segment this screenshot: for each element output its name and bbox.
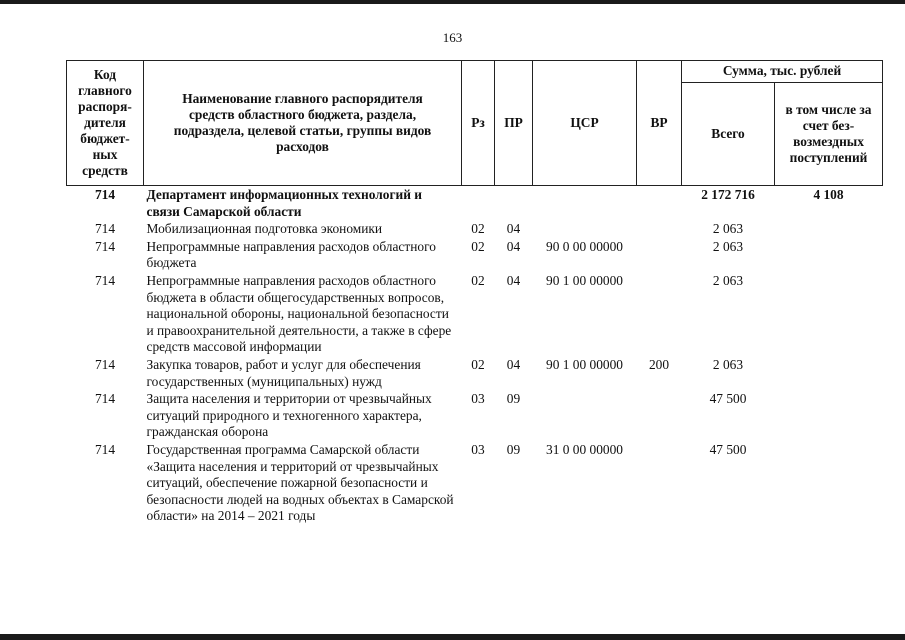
cell-pr: 04 [506, 221, 521, 237]
cell-code: 714 [94, 187, 116, 202]
header-name: Наименование главного распорядителя средств областного бюджета, раздела, подраздела, целевой статьи, группы видов расходов [144, 61, 462, 186]
table-row [67, 186, 883, 221]
cell-name: Государственная программа Самарской области «Защита населения и территорий от чрезвычайных ситуаций, обеспечение пожарной безопасности и безопасности людей на водных объектах в Самарской области» на 2014 – 2021 годы [146, 441, 454, 524]
cell-code: 714 [94, 441, 116, 457]
cell-rz: 03 [471, 441, 485, 457]
cell-pr: 09 [506, 391, 521, 407]
table-row [67, 390, 883, 441]
cell-vr [637, 186, 682, 221]
cell-pr: 04 [506, 238, 521, 254]
cell-pr: 09 [506, 441, 521, 457]
table-row [67, 441, 883, 525]
cell-incl: 4 108 [813, 187, 844, 202]
cell-csr [533, 220, 637, 238]
table-header [67, 61, 883, 186]
header-code: Код главного распоря-дителя бюджет-ных средств [67, 61, 144, 186]
cell-name: Защита населения и территории от чрезвычайных ситуаций природного и техногенного характера, гражданская оборона [146, 391, 432, 440]
cell-csr: 31 0 00 00000 [546, 441, 623, 457]
cell-incl [775, 356, 883, 390]
cell-rz: 02 [471, 221, 485, 237]
header-csr: ЦСР [533, 61, 637, 186]
cell-csr: 90 1 00 00000 [546, 272, 623, 288]
cell-vr [637, 238, 682, 272]
cell-incl [775, 238, 883, 272]
cell-csr: 90 1 00 00000 [546, 356, 623, 372]
cell-name: Непрограммные направления расходов областного бюджета в области общегосударственных вопросов, национальной обороны, национальной безопасности и правоохранительной деятельности, а также в сфере средств массовой информации [146, 272, 452, 355]
cell-vr: 200 [648, 356, 670, 372]
header-incl: в том числе за счет без-возмездных поступлений [775, 83, 883, 186]
cell-total: 2 063 [712, 221, 744, 237]
cell-code: 714 [94, 356, 116, 372]
cell-rz: 03 [471, 391, 485, 407]
budget-table [66, 60, 883, 525]
cell-total: 47 500 [709, 441, 747, 457]
cell-code: 714 [94, 272, 116, 288]
table-row [67, 272, 883, 356]
cell-name: Департамент информационных технологий и связи Самарской области [146, 187, 423, 219]
header-sum: Сумма, тыс. рублей [682, 61, 883, 83]
cell-rz: 02 [471, 272, 485, 288]
cell-code: 714 [94, 391, 116, 407]
cell-incl [775, 441, 883, 525]
cell-total: 2 172 716 [701, 187, 755, 202]
cell-name: Непрограммные направления расходов областного бюджета [146, 238, 436, 271]
table-row [67, 356, 883, 390]
header-total: Всего [682, 83, 775, 186]
cell-pr: 04 [506, 272, 521, 288]
cell-csr [533, 186, 637, 221]
cell-name: Закупка товаров, работ и услуг для обеспечения государственных (муниципальных) нужд [146, 356, 421, 389]
cell-csr: 90 0 00 00000 [546, 238, 623, 254]
cell-total: 2 063 [712, 272, 744, 288]
cell-incl [775, 272, 883, 356]
table-body [67, 186, 883, 525]
cell-vr [637, 390, 682, 441]
cell-vr [637, 272, 682, 356]
cell-incl [775, 390, 883, 441]
cell-vr [637, 441, 682, 525]
cell-total: 47 500 [709, 391, 747, 407]
cell-pr [495, 186, 533, 221]
cell-rz: 02 [471, 238, 485, 254]
cell-rz: 02 [471, 356, 485, 372]
cell-pr: 04 [506, 356, 521, 372]
cell-csr [533, 390, 637, 441]
header-vr: ВР [637, 61, 682, 186]
cell-code: 714 [94, 238, 116, 254]
table-row [67, 220, 883, 238]
cell-name: Мобилизационная подготовка экономики [146, 221, 383, 237]
cell-vr [637, 220, 682, 238]
header-pr: ПР [495, 61, 533, 186]
scan-edge-bottom [0, 634, 905, 640]
scan-edge-top [0, 0, 905, 4]
cell-total: 2 063 [712, 238, 744, 254]
page-number: 163 [442, 30, 463, 45]
cell-code: 714 [94, 221, 116, 237]
table-row [67, 238, 883, 272]
header-rz: Рз [462, 61, 495, 186]
cell-rz [462, 186, 495, 221]
cell-incl [775, 220, 883, 238]
cell-total: 2 063 [712, 356, 744, 372]
